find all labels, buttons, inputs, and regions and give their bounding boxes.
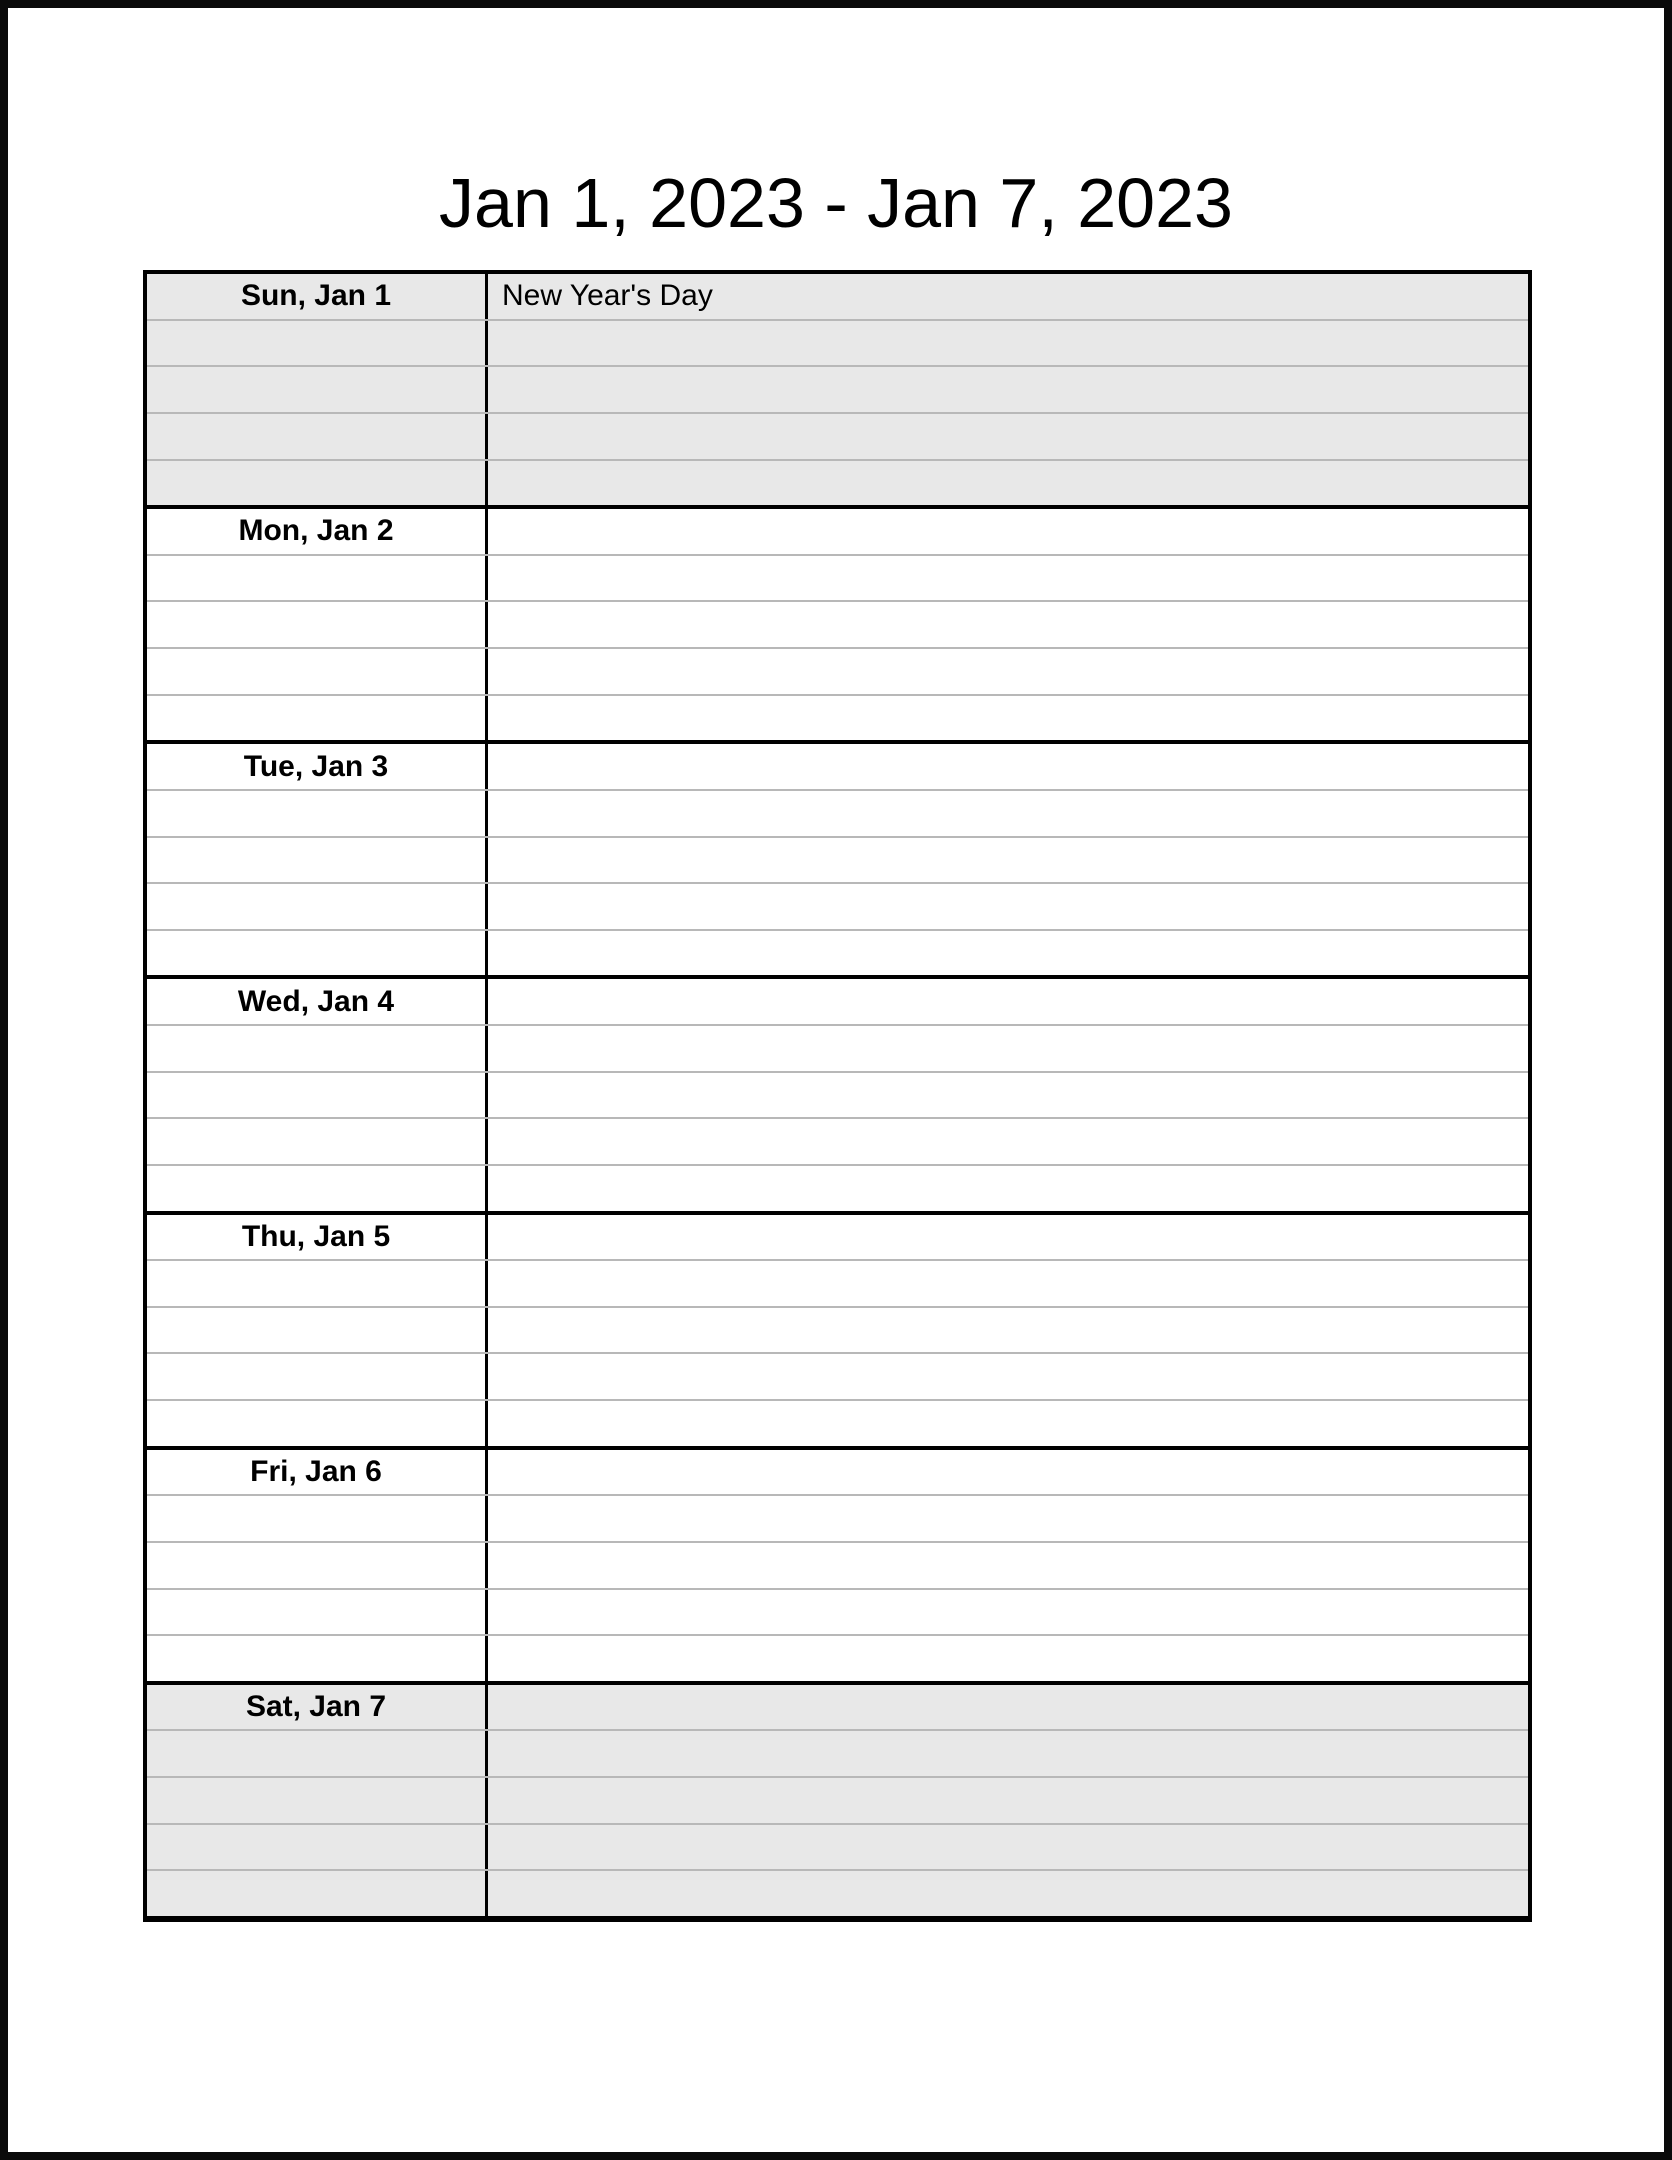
day-header-row: [147, 744, 1528, 791]
notes-column-blank-cell: [488, 884, 1528, 929]
day-column-blank-cell: [147, 461, 488, 506]
day-section-1: [147, 274, 1528, 505]
ruled-row: [147, 321, 1528, 368]
day-column-blank-cell: [147, 1543, 488, 1588]
day-label: Sun, Jan 1: [240, 279, 392, 313]
day-event-cell: [488, 744, 1528, 789]
day-column-blank-cell: [147, 1026, 488, 1071]
day-column-blank-cell: [147, 1166, 488, 1211]
day-column-blank-cell: [147, 1825, 488, 1870]
day-section-4: [147, 975, 1528, 1210]
day-name-cell: [147, 979, 488, 1024]
day-column-blank-cell: [147, 1308, 488, 1353]
ruled-row: [147, 1166, 1528, 1211]
notes-column-blank-cell: [488, 1073, 1528, 1118]
day-column-blank-cell: [147, 1590, 488, 1635]
day-name-cell: [147, 1215, 488, 1260]
day-header-row: [147, 274, 1528, 321]
day-column-blank-cell: [147, 1401, 488, 1446]
ruled-row: [147, 461, 1528, 506]
ruled-row: [147, 1636, 1528, 1681]
ruled-row: [147, 414, 1528, 461]
day-event-cell: [488, 1450, 1528, 1495]
day-event-cell: [488, 509, 1528, 554]
day-section-6: [147, 1446, 1528, 1681]
ruled-row: [147, 696, 1528, 741]
notes-column-blank-cell: [488, 1166, 1528, 1211]
day-column-blank-cell: [147, 1778, 488, 1823]
day-column-blank-cell: [147, 931, 488, 976]
ruled-row: [147, 1026, 1528, 1073]
day-column-blank-cell: [147, 1731, 488, 1776]
notes-column-blank-cell: [488, 1871, 1528, 1916]
ruled-row: [147, 1073, 1528, 1120]
notes-column-blank-cell: [488, 321, 1528, 366]
ruled-row: [147, 1401, 1528, 1446]
notes-column-blank-cell: [488, 1496, 1528, 1541]
notes-column-blank-cell: [488, 791, 1528, 836]
notes-column-blank-cell: [488, 1590, 1528, 1635]
day-column-blank-cell: [147, 1119, 488, 1164]
day-column-blank-cell: [147, 1354, 488, 1399]
notes-column-blank-cell: [488, 1261, 1528, 1306]
day-label: Wed, Jan 4: [237, 984, 395, 1018]
ruled-row: [147, 1825, 1528, 1872]
notes-column-blank-cell: [488, 649, 1528, 694]
day-label: Fri, Jan 6: [250, 1455, 382, 1489]
ruled-row: [147, 1778, 1528, 1825]
day-column-blank-cell: [147, 321, 488, 366]
ruled-row: [147, 556, 1528, 603]
notes-column-blank-cell: [488, 1731, 1528, 1776]
notes-column-blank-cell: [488, 1026, 1528, 1071]
ruled-row: [147, 1871, 1528, 1916]
day-name-cell: [147, 1450, 488, 1495]
day-column-blank-cell: [147, 1496, 488, 1541]
ruled-row: [147, 1308, 1528, 1355]
day-column-blank-cell: [147, 696, 488, 741]
notes-column-blank-cell: [488, 931, 1528, 976]
day-column-blank-cell: [147, 367, 488, 412]
day-label: Tue, Jan 3: [243, 749, 389, 783]
day-column-blank-cell: [147, 1871, 488, 1916]
ruled-row: [147, 1543, 1528, 1590]
notes-column-blank-cell: [488, 367, 1528, 412]
event-label: New Year's Day: [502, 279, 713, 313]
weekly-calendar-table: [143, 270, 1532, 1922]
day-column-blank-cell: [147, 649, 488, 694]
ruled-row: [147, 1119, 1528, 1166]
ruled-row: [147, 791, 1528, 838]
ruled-row: [147, 1731, 1528, 1778]
ruled-row: [147, 931, 1528, 976]
notes-column-blank-cell: [488, 1636, 1528, 1681]
day-name-cell: [147, 274, 488, 319]
day-header-row: [147, 1685, 1528, 1732]
ruled-row: [147, 1496, 1528, 1543]
notes-column-blank-cell: [488, 461, 1528, 506]
day-name-cell: [147, 1685, 488, 1730]
day-section-5: [147, 1211, 1528, 1446]
ruled-row: [147, 838, 1528, 885]
ruled-row: [147, 1261, 1528, 1308]
notes-column-blank-cell: [488, 414, 1528, 459]
day-label: Thu, Jan 5: [241, 1219, 391, 1253]
day-label: Sat, Jan 7: [245, 1690, 387, 1724]
ruled-row: [147, 1354, 1528, 1401]
notes-column-blank-cell: [488, 556, 1528, 601]
day-column-blank-cell: [147, 838, 488, 883]
day-column-blank-cell: [147, 791, 488, 836]
day-name-cell: [147, 744, 488, 789]
ruled-row: [147, 1590, 1528, 1637]
ruled-row: [147, 649, 1528, 696]
day-column-blank-cell: [147, 884, 488, 929]
ruled-row: [147, 602, 1528, 649]
notes-column-blank-cell: [488, 1543, 1528, 1588]
day-column-blank-cell: [147, 1636, 488, 1681]
day-section-7: [147, 1681, 1528, 1916]
day-section-2: [147, 505, 1528, 740]
notes-column-blank-cell: [488, 1778, 1528, 1823]
notes-column-blank-cell: [488, 1825, 1528, 1870]
day-header-row: [147, 1450, 1528, 1497]
ruled-row: [147, 884, 1528, 931]
day-column-blank-cell: [147, 1073, 488, 1118]
day-event-cell: [488, 1215, 1528, 1260]
day-section-3: [147, 740, 1528, 975]
day-column-blank-cell: [147, 602, 488, 647]
notes-column-blank-cell: [488, 1119, 1528, 1164]
day-header-row: [147, 1215, 1528, 1262]
day-column-blank-cell: [147, 1261, 488, 1306]
notes-column-blank-cell: [488, 696, 1528, 741]
day-header-row: [147, 979, 1528, 1026]
day-column-blank-cell: [147, 414, 488, 459]
day-column-blank-cell: [147, 556, 488, 601]
day-event-cell: [488, 274, 1528, 319]
notes-column-blank-cell: [488, 1401, 1528, 1446]
day-header-row: [147, 509, 1528, 556]
ruled-row: [147, 367, 1528, 414]
page-title: Jan 1, 2023 - Jan 7, 2023: [439, 164, 1233, 242]
day-label: Mon, Jan 2: [238, 514, 394, 548]
notes-column-blank-cell: [488, 602, 1528, 647]
notes-column-blank-cell: [488, 838, 1528, 883]
notes-column-blank-cell: [488, 1354, 1528, 1399]
day-event-cell: [488, 1685, 1528, 1730]
day-name-cell: [147, 509, 488, 554]
day-event-cell: [488, 979, 1528, 1024]
notes-column-blank-cell: [488, 1308, 1528, 1353]
